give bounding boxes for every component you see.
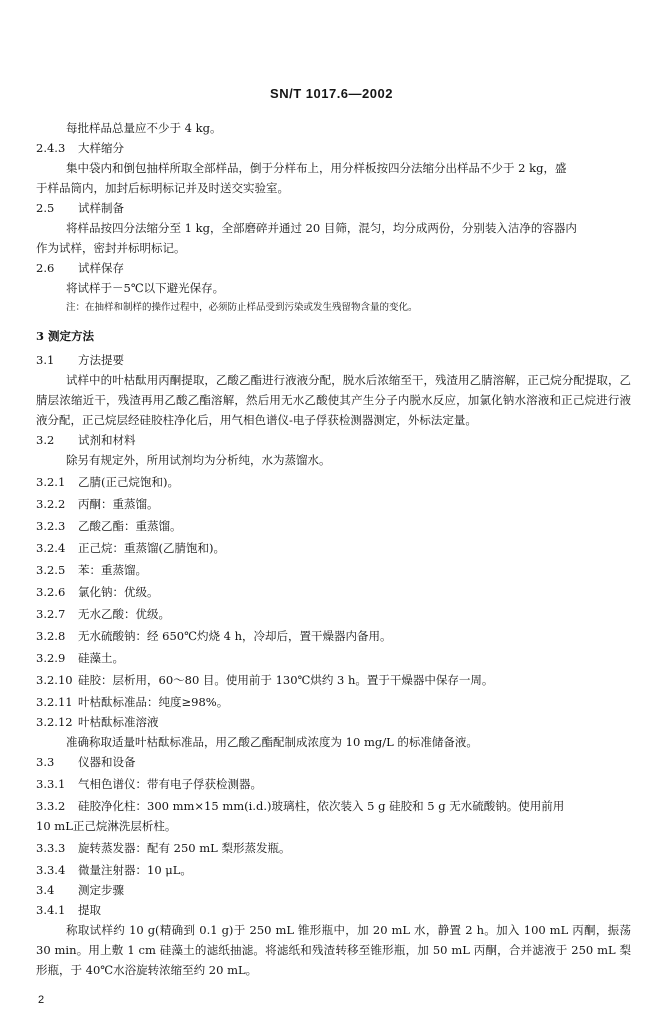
apparatus-item: [36, 796, 631, 816]
clause-number: 3.2.3: [36, 519, 66, 533]
reagent-text: 叶枯酞标准品：纯度≥98%。: [78, 695, 229, 709]
paragraph-line: 准确称取适量叶枯酞标准品，用乙酸乙酯配制成浓度为 10 mg/L 的标准储备液。: [66, 735, 478, 749]
clause-number: 3.2.8: [36, 629, 66, 643]
clause-number: 3.3.4: [36, 863, 66, 877]
apparatus-text: 微量注射器：10 μL。: [78, 863, 192, 877]
clause-heading-2-6: [36, 258, 631, 278]
clause-number: 2.5: [36, 201, 55, 215]
reagent-item: [36, 582, 631, 602]
reagent-item: [36, 472, 631, 492]
reagent-item: [36, 626, 631, 646]
reagent-item: [36, 692, 631, 712]
apparatus-item: [36, 838, 631, 858]
clause-title: 大样缩分: [78, 141, 124, 155]
reagent-item: [36, 516, 631, 536]
clause-heading-3-4-1: [36, 900, 631, 920]
reagent-text: 氯化钠：优级。: [78, 585, 159, 599]
reagent-item: [36, 712, 631, 732]
page-number: 2: [38, 994, 45, 1006]
paragraph-line: 10 mL正己烷淋洗层析柱。: [36, 819, 177, 833]
reagent-text: 乙酸乙酯：重蒸馏。: [78, 519, 182, 533]
clause-number: 3.4.1: [36, 903, 66, 917]
paragraph-line: 集中袋内和倒包抽样所取全部样品，倒于分样布上，用分样板按四分法缩分出样品不少于 2 kg，盛: [66, 161, 567, 175]
clause-number: 3.2.2: [36, 497, 66, 511]
section-heading-3: 3 测定方法: [36, 329, 95, 343]
paragraph-line: 将样品按四分法缩分至 1 kg，全部磨碎并通过 20 目筛，混匀，均分成两份，分别装入洁净的容器内: [66, 221, 577, 235]
clause-heading-3-2: [36, 430, 631, 450]
clause-heading-3-1: [36, 350, 631, 370]
clause-number: 3.3.1: [36, 777, 66, 791]
clause-heading-3-4: [36, 880, 631, 900]
clause-number: 3.2.5: [36, 563, 66, 577]
clause-number: 3.2.6: [36, 585, 66, 599]
clause-title: 试样保存: [78, 261, 124, 275]
paragraph-method-summary: 试样中的叶枯酞用丙酮提取，乙酸乙酯进行液液分配，脱水后浓缩至干，残渣用乙腈溶解，正己烷分配提取，乙腈层浓缩近干，残渣再用乙酸乙酯溶解，然后用无水乙酸使其产生分子内脱水反应，加氯化钠水溶液和正己烷进行液液分配，正己烷层经硅胶柱净化后，用气相色谱仪-电子俘获检测器测定，外标法定量。: [36, 373, 631, 427]
apparatus-text: 旋转蒸发器：配有 250 mL 梨形蒸发瓶。: [78, 841, 291, 855]
reagent-item: [36, 538, 631, 558]
clause-number: 3.2.7: [36, 607, 66, 621]
reagent-text: 硅胶：层析用，60～80 目。使用前于 130℃烘约 3 h。置于干燥器中保存一周。: [78, 673, 494, 687]
apparatus-item: [36, 860, 631, 880]
reagent-text: 硅藻土。: [78, 651, 124, 665]
reagent-item: [36, 670, 631, 690]
clause-number: 3.2.4: [36, 541, 66, 555]
clause-number: 3.3.2: [36, 799, 66, 813]
reagent-text: 正己烷：重蒸馏(乙腈饱和)。: [78, 541, 225, 555]
reagent-item: [36, 560, 631, 580]
clause-heading-2-5: [36, 198, 631, 218]
clause-number: 3.2.10: [36, 673, 73, 687]
note-line: 注：在抽样和制样的操作过程中，必须防止样品受到污染或发生残留物含量的变化。: [66, 302, 418, 313]
clause-number: 3.2.12: [36, 715, 73, 729]
clause-number: 3.3.3: [36, 841, 66, 855]
paragraph-line: 作为试样，密封并标明标记。: [36, 241, 186, 255]
clause-number: 2.6: [36, 261, 55, 275]
clause-number: 3.2: [36, 433, 55, 447]
clause-title: 仪器和设备: [78, 755, 136, 769]
clause-heading-3-3: [36, 752, 631, 772]
standard-number-header: SN/T 1017.6—2002: [270, 86, 393, 101]
clause-number: 3.2.9: [36, 651, 66, 665]
paragraph-line: 除另有规定外，所用试剂均为分析纯，水为蒸馏水。: [66, 453, 331, 467]
clause-title: 测定步骤: [78, 883, 124, 897]
apparatus-text: 硅胶净化柱：300 mm×15 mm(i.d.)玻璃柱，依次装入 5 g 硅胶和 5 g 无水硫酸钠。使用前用: [78, 799, 565, 813]
clause-number: 3.2.1: [36, 475, 66, 489]
reagent-text: 乙腈(正己烷饱和)。: [78, 475, 179, 489]
reagent-text: 叶枯酞标准溶液: [78, 715, 159, 729]
paragraph-line: 将试样于－5℃以下避光保存。: [66, 281, 225, 295]
clause-number: 3.1: [36, 353, 55, 367]
clause-title: 提取: [78, 903, 101, 917]
clause-number: 3.2.11: [36, 695, 73, 709]
clause-title: 方法提要: [78, 353, 124, 367]
reagent-text: 无水乙酸：优级。: [78, 607, 170, 621]
apparatus-item: [36, 774, 631, 794]
paragraph-line: 每批样品总量应不少于 4 kg。: [66, 121, 222, 135]
apparatus-text: 气相色谱仪：带有电子俘获检测器。: [78, 777, 262, 791]
paragraph-line: 于样品筒内，加封后标明标记并及时送交实验室。: [36, 181, 289, 195]
clause-number: 3.3: [36, 755, 55, 769]
reagent-item: [36, 494, 631, 514]
reagent-item: [36, 648, 631, 668]
reagent-text: 丙酮：重蒸馏。: [78, 497, 159, 511]
document-body: [36, 118, 631, 980]
reagent-text: 无水硫酸钠：经 650℃灼烧 4 h，冷却后，置干燥器内备用。: [78, 629, 392, 643]
clause-number: 2.4.3: [36, 141, 66, 155]
clause-title: 试样制备: [78, 201, 124, 215]
reagent-text: 苯：重蒸馏。: [78, 563, 147, 577]
clause-title: 试剂和材料: [78, 433, 136, 447]
clause-heading-2-4-3: [36, 138, 631, 158]
clause-number: 3.4: [36, 883, 55, 897]
paragraph-extraction: 称取试样约 10 g(精确到 0.1 g)于 250 mL 锥形瓶中，加 20 mL 水，静置 2 h。加入 100 mL 丙酮，振荡 30 min。用上敷 1 cm 硅藻土的滤纸抽滤。将滤纸和残渣转移至锥形瓶，加 50 mL 丙酮，合并滤液于 250 mL 梨形瓶，于 40℃水浴旋转浓缩至约 20 mL。: [36, 923, 631, 977]
reagent-item: [36, 604, 631, 624]
